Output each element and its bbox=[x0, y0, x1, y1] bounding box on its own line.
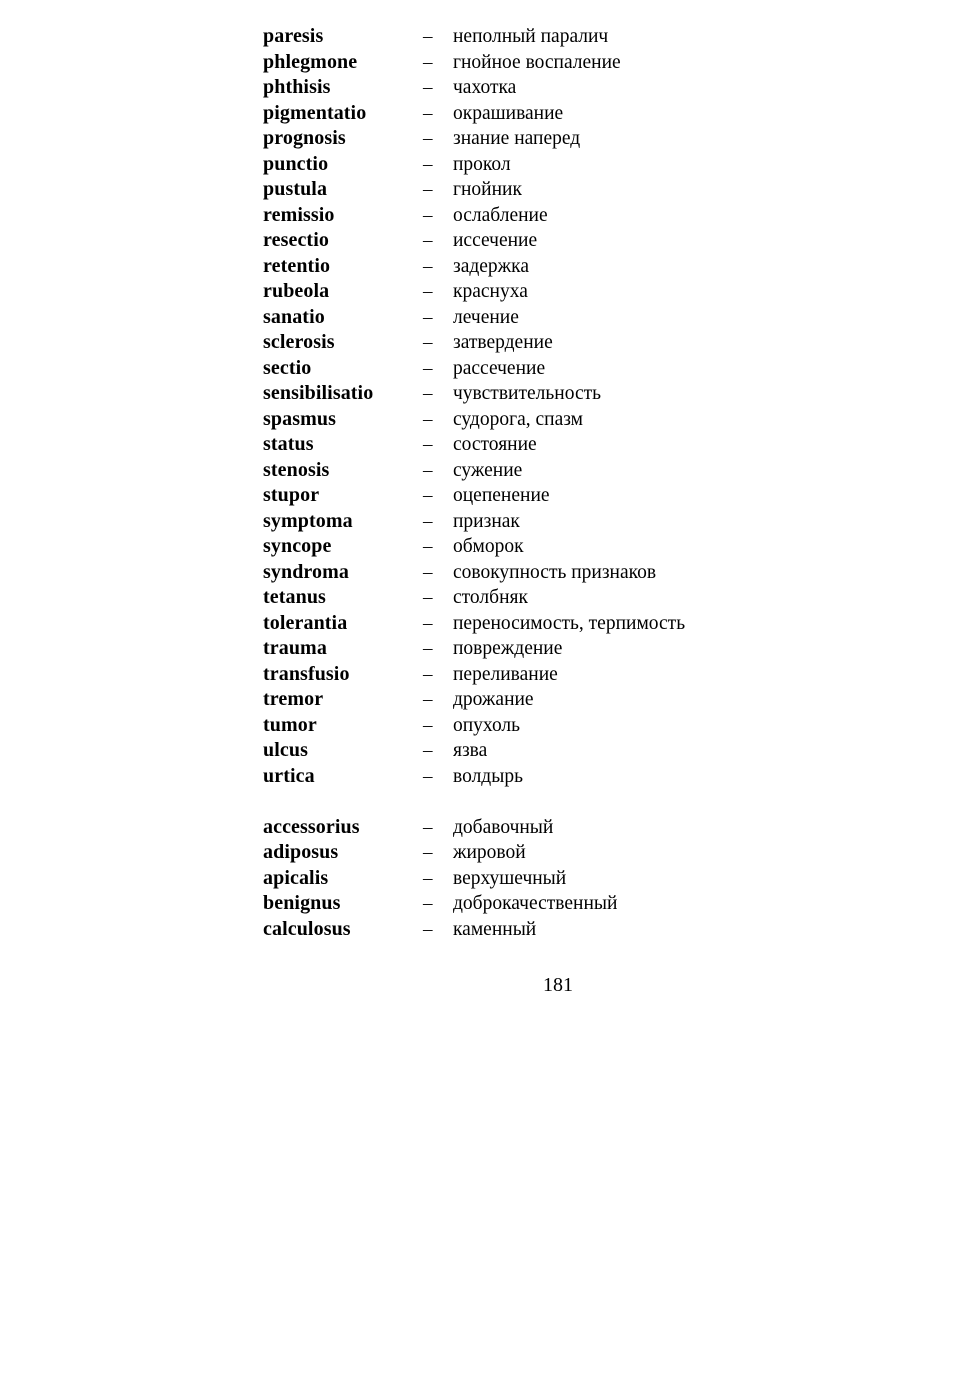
latin-term: sectio bbox=[263, 356, 312, 379]
latin-term: status bbox=[263, 433, 314, 455]
dash-separator: – bbox=[423, 383, 433, 404]
glossary-entry bbox=[263, 840, 863, 866]
russian-translation: чувствительность bbox=[453, 383, 602, 404]
russian-translation: чахотка bbox=[453, 77, 517, 98]
latin-term: phlegmone bbox=[263, 50, 358, 73]
dash-separator: – bbox=[423, 918, 433, 940]
glossary-entry bbox=[263, 509, 863, 535]
latin-term: paresis bbox=[263, 25, 324, 47]
dash-separator: – bbox=[423, 740, 433, 761]
dash-separator: – bbox=[423, 357, 433, 379]
dash-separator: – bbox=[423, 408, 433, 430]
russian-translation: признак bbox=[453, 510, 520, 532]
russian-translation: ослабление bbox=[453, 204, 548, 226]
latin-term: sensibilisatio bbox=[263, 382, 374, 404]
latin-term: adiposus bbox=[263, 841, 339, 863]
glossary-entry bbox=[263, 152, 863, 178]
latin-term: pigmentatio bbox=[263, 101, 367, 124]
latin-term: prognosis bbox=[263, 127, 346, 149]
dash-separator: – bbox=[423, 714, 433, 736]
latin-term: phthisis bbox=[263, 76, 331, 98]
dash-separator: – bbox=[423, 102, 433, 124]
latin-term: spasmus bbox=[263, 407, 336, 430]
glossary-entry bbox=[263, 228, 863, 254]
dash-separator: – bbox=[423, 561, 433, 583]
glossary-entry bbox=[263, 917, 863, 943]
glossary-entry bbox=[263, 407, 863, 433]
latin-term: stupor bbox=[263, 484, 320, 506]
latin-term: syncope bbox=[263, 535, 332, 557]
latin-term: ulcus bbox=[263, 739, 308, 761]
russian-translation: рассечение bbox=[453, 357, 546, 379]
glossary-entry bbox=[263, 381, 863, 407]
russian-translation: состояние bbox=[453, 434, 537, 455]
glossary-entry bbox=[263, 866, 863, 892]
latin-term: syndroma bbox=[263, 560, 350, 583]
russian-translation: неполный паралич bbox=[453, 26, 609, 47]
russian-translation: гнойное воспаление bbox=[453, 51, 621, 73]
dash-separator: – bbox=[423, 204, 433, 226]
latin-term: benignus bbox=[263, 892, 341, 914]
latin-term: calculosus bbox=[263, 917, 351, 940]
russian-translation: волдырь bbox=[453, 765, 523, 787]
russian-translation: затвердение bbox=[453, 332, 553, 353]
latin-term: symptoma bbox=[263, 509, 353, 532]
dash-separator: – bbox=[423, 663, 433, 685]
dash-separator: – bbox=[423, 765, 433, 787]
dash-separator: – bbox=[423, 612, 433, 634]
glossary-entry bbox=[263, 891, 863, 917]
glossary-entry bbox=[263, 585, 863, 611]
glossary-list bbox=[263, 24, 863, 942]
russian-translation: переносимость, терпимость bbox=[453, 612, 686, 634]
glossary-entry bbox=[263, 254, 863, 280]
russian-translation: прокол bbox=[453, 153, 511, 175]
section-gap bbox=[263, 789, 863, 815]
glossary-entry bbox=[263, 356, 863, 382]
russian-translation: доброкачественный bbox=[453, 893, 618, 914]
russian-translation: опухоль bbox=[453, 714, 521, 736]
latin-term: tumor bbox=[263, 713, 317, 736]
glossary-entry bbox=[263, 330, 863, 356]
russian-translation: краснуха bbox=[453, 281, 528, 302]
glossary-entry bbox=[263, 177, 863, 203]
glossary-entry bbox=[263, 560, 863, 586]
russian-translation: каменный bbox=[453, 918, 537, 940]
russian-translation: сужение bbox=[453, 459, 523, 481]
latin-term: punctio bbox=[263, 152, 329, 175]
latin-term: retentio bbox=[263, 254, 331, 277]
russian-translation: столбняк bbox=[453, 587, 528, 608]
glossary-entry bbox=[263, 738, 863, 764]
dash-separator: – bbox=[423, 485, 433, 506]
dash-separator: – bbox=[423, 510, 433, 532]
glossary-entry bbox=[263, 101, 863, 127]
russian-translation: окрашивание bbox=[453, 102, 564, 124]
latin-term: stenosis bbox=[263, 458, 330, 481]
russian-translation: обморок bbox=[453, 536, 524, 557]
dash-separator: – bbox=[423, 179, 433, 200]
latin-term: transfusio bbox=[263, 662, 350, 685]
glossary-entry bbox=[263, 458, 863, 484]
dash-separator: – bbox=[423, 459, 433, 481]
glossary-entry bbox=[263, 662, 863, 688]
latin-term: resectio bbox=[263, 229, 329, 251]
dash-separator: – bbox=[423, 51, 433, 73]
russian-translation: жировой bbox=[453, 842, 526, 863]
glossary-entry bbox=[263, 815, 863, 841]
dash-separator: – bbox=[423, 434, 433, 455]
latin-term: sclerosis bbox=[263, 331, 335, 353]
glossary-section-1 bbox=[263, 24, 863, 789]
latin-term: tremor bbox=[263, 688, 324, 710]
glossary-entry bbox=[263, 24, 863, 50]
russian-translation: язва bbox=[453, 740, 488, 761]
dash-separator: – bbox=[423, 587, 433, 608]
dash-separator: – bbox=[423, 842, 433, 863]
latin-term: pustula bbox=[263, 178, 328, 200]
glossary-entry bbox=[263, 534, 863, 560]
dash-separator: – bbox=[423, 281, 433, 302]
russian-translation: добавочный bbox=[453, 816, 554, 838]
latin-term: remissio bbox=[263, 203, 335, 226]
latin-term: tolerantia bbox=[263, 611, 348, 634]
glossary-entry bbox=[263, 305, 863, 331]
dash-separator: – bbox=[423, 536, 433, 557]
glossary-entry bbox=[263, 636, 863, 662]
russian-translation: повреждение bbox=[453, 638, 563, 659]
dash-separator: – bbox=[423, 893, 433, 914]
russian-translation: дрожание bbox=[453, 689, 534, 710]
russian-translation: иссечение bbox=[453, 230, 538, 251]
latin-term: urtica bbox=[263, 764, 315, 787]
dash-separator: – bbox=[423, 77, 433, 98]
latin-term: apicalis bbox=[263, 866, 329, 889]
glossary-entry bbox=[263, 50, 863, 76]
latin-term: trauma bbox=[263, 637, 327, 659]
glossary-entry bbox=[263, 483, 863, 509]
russian-translation: знание наперед bbox=[453, 128, 581, 149]
dash-separator: – bbox=[423, 255, 433, 277]
glossary-entry bbox=[263, 713, 863, 739]
dash-separator: – bbox=[423, 306, 433, 328]
russian-translation: переливание bbox=[453, 663, 558, 685]
latin-term: sanatio bbox=[263, 305, 325, 328]
dash-separator: – bbox=[423, 128, 433, 149]
dash-separator: – bbox=[423, 689, 433, 710]
russian-translation: оцепенение bbox=[453, 485, 550, 506]
russian-translation: лечение bbox=[453, 306, 519, 328]
glossary-entry bbox=[263, 432, 863, 458]
glossary-entry bbox=[263, 687, 863, 713]
latin-term: accessorius bbox=[263, 815, 360, 838]
dash-separator: – bbox=[423, 816, 433, 838]
glossary-entry bbox=[263, 126, 863, 152]
dash-separator: – bbox=[423, 867, 433, 889]
latin-term: rubeola bbox=[263, 280, 330, 302]
dash-separator: – bbox=[423, 153, 433, 175]
dash-separator: – bbox=[423, 332, 433, 353]
dash-separator: – bbox=[423, 230, 433, 251]
glossary-section-2 bbox=[263, 815, 863, 943]
latin-term: tetanus bbox=[263, 586, 326, 608]
dash-separator: – bbox=[423, 26, 433, 47]
glossary-entry bbox=[263, 611, 863, 637]
russian-translation: задержка bbox=[453, 255, 529, 277]
glossary-entry bbox=[263, 279, 863, 305]
page-number: 181 bbox=[543, 974, 573, 996]
russian-translation: верхушечный bbox=[453, 867, 567, 889]
russian-translation: совокупность признаков bbox=[453, 561, 657, 583]
russian-translation: гнойник bbox=[453, 179, 522, 200]
glossary-entry bbox=[263, 75, 863, 101]
dash-separator: – bbox=[423, 638, 433, 659]
glossary-entry bbox=[263, 203, 863, 229]
glossary-entry bbox=[263, 764, 863, 790]
russian-translation: судорога, спазм bbox=[453, 408, 584, 430]
